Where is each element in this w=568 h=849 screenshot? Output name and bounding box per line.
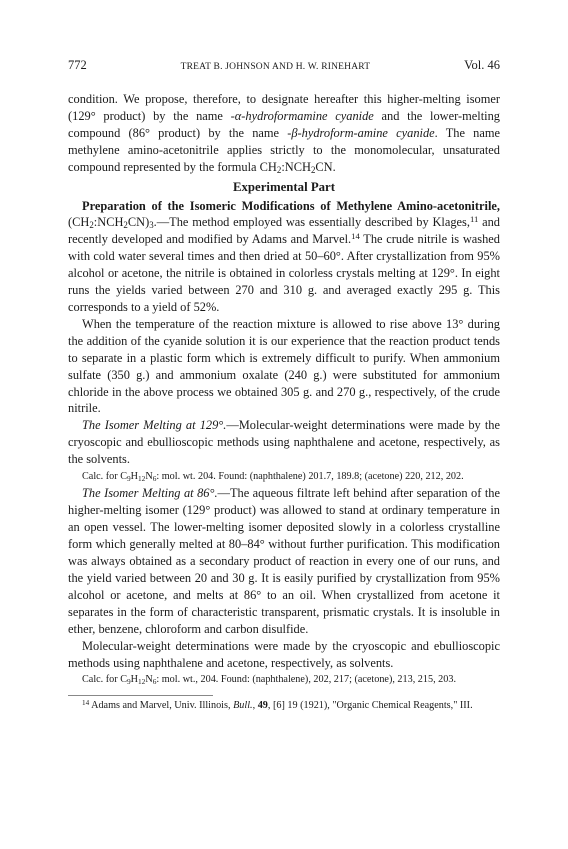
intro-paragraph: condition. We propose, therefore, to designate hereafter this higher-melting isomer (129° product) by the name -α-hydroformamine cyanide and the lower-melting compound (86° product) by the name -β-hydroform-amine cyanide. The name methylene amino-acetonitrile applies strictly to the monomolecular, unsaturated compound represented by the formula $CH_2:NCH_2CN$.: [68, 92, 500, 175]
footnote-rule: [68, 695, 213, 696]
footnote-ref-11: 11: [469, 214, 479, 225]
isomer-86-paragraph: The Isomer Melting at 86°.—The aqueous filtrate left behind after separation of the higher-melting isomer (129° product) was allowed to stand at ordinary temperature in an open vessel. The lower-melting isomer deposited slowly in a colorless crystalline form which generally melted at 80–84° without further purification. This modification was always obtained as a secondary product of reaction in every one of our runs, and the yield varied between 20 and 30 g. It is easily purified by crystallization from 95% alcohol or acetone, and melts at 86° to an oil. When crystallized from acetone it separates in the form of characteristic transparent, prismatic crystals. It is insoluble in ether, benzene, chloroform and carbon disulfide.: [68, 486, 500, 636]
footnote-ref-14: 14: [351, 231, 360, 242]
temperature-paragraph: When the temperature of the reaction mixture is allowed to rise above 13° during the addition of the cyanide solution it is our experience that the reaction product tends to separate in a plastic form which is extremely difficult to purify. When ammonium sulfate (350 g.) and ammonium oxalate (240 g.) were substituted for ammonium chloride in the above process we obtained 305 g. and 270 g., respectively, of the crude nitrile.: [68, 316, 500, 416]
isomer-129-paragraph: The Isomer Melting at 129°.—Molecular-weight determinations were made by the cryoscopic and ebullioscopic methods using naphthalene and acetone, respectively, as the solvents.: [68, 418, 501, 467]
compound-name-alpha: α-hydroformamine cyanide: [234, 108, 374, 123]
journal-page: [68, 58, 500, 712]
calc-line-1: Calc. for $C_9H_{12}N_6$: mol. wt. 204. Found: (naphthalene) 201.7, 189.8; (acetone) 220, 212, 202.: [82, 471, 464, 483]
running-title: TREAT B. JOHNSON AND H. W. RINEHART: [180, 62, 371, 72]
compound-name-beta: β-hydroform-amine cyanide: [291, 125, 435, 140]
volume-label: Vol. 46: [464, 58, 500, 72]
page-number: 772: [68, 58, 87, 72]
preparation-heading: Preparation of the Isomeric Modifications of Methylene Amino-acetonitrile,: [82, 198, 500, 213]
preparation-paragraph: Preparation of the Isomeric Modifications of Methylene Amino-acetonitrile, $(CH_2:NCH_2CN)_3.—The$ method employed was essentially described by Klages,$^{11}$ and recently developed and modified by Adams and Marvel.$^{14}$ The crude nitrile is washed with cold water several times and then dried at 50–60°. After crystallization from 95% alcohol or acetone, the nitrile is obtained in colorless crystals melting at 129°. In eight runs the yields varied between 270 and 310 g. and averaged exactly 295 g. This corresponds to a yield of 52%.: [68, 198, 500, 314]
section-title: Experimental Part: [233, 179, 335, 194]
isomer-86-heading: The Isomer Melting at 86°.: [82, 486, 218, 501]
calc-line-2: Calc. for $C_9H_{12}N_6$: mol. wt., 204. Found: (naphthalene), 202, 217; (acetone), 213, 215, 203.: [82, 674, 457, 687]
footnote-14: $^{14}$ Adams and Marvel, Univ. Illinois, Bull., 49, [6] 19 (1921), "Organic Chemical Reagents," III.: [82, 698, 473, 711]
isomer-129-heading: The Isomer Melting at 129°.: [82, 418, 227, 433]
molecular-weight-paragraph: Molecular-weight determinations were made by the cryoscopic and ebullioscopic methods using naphthalene and acetone, respectively, as solvents.: [68, 638, 500, 670]
page-header: [68, 58, 500, 76]
